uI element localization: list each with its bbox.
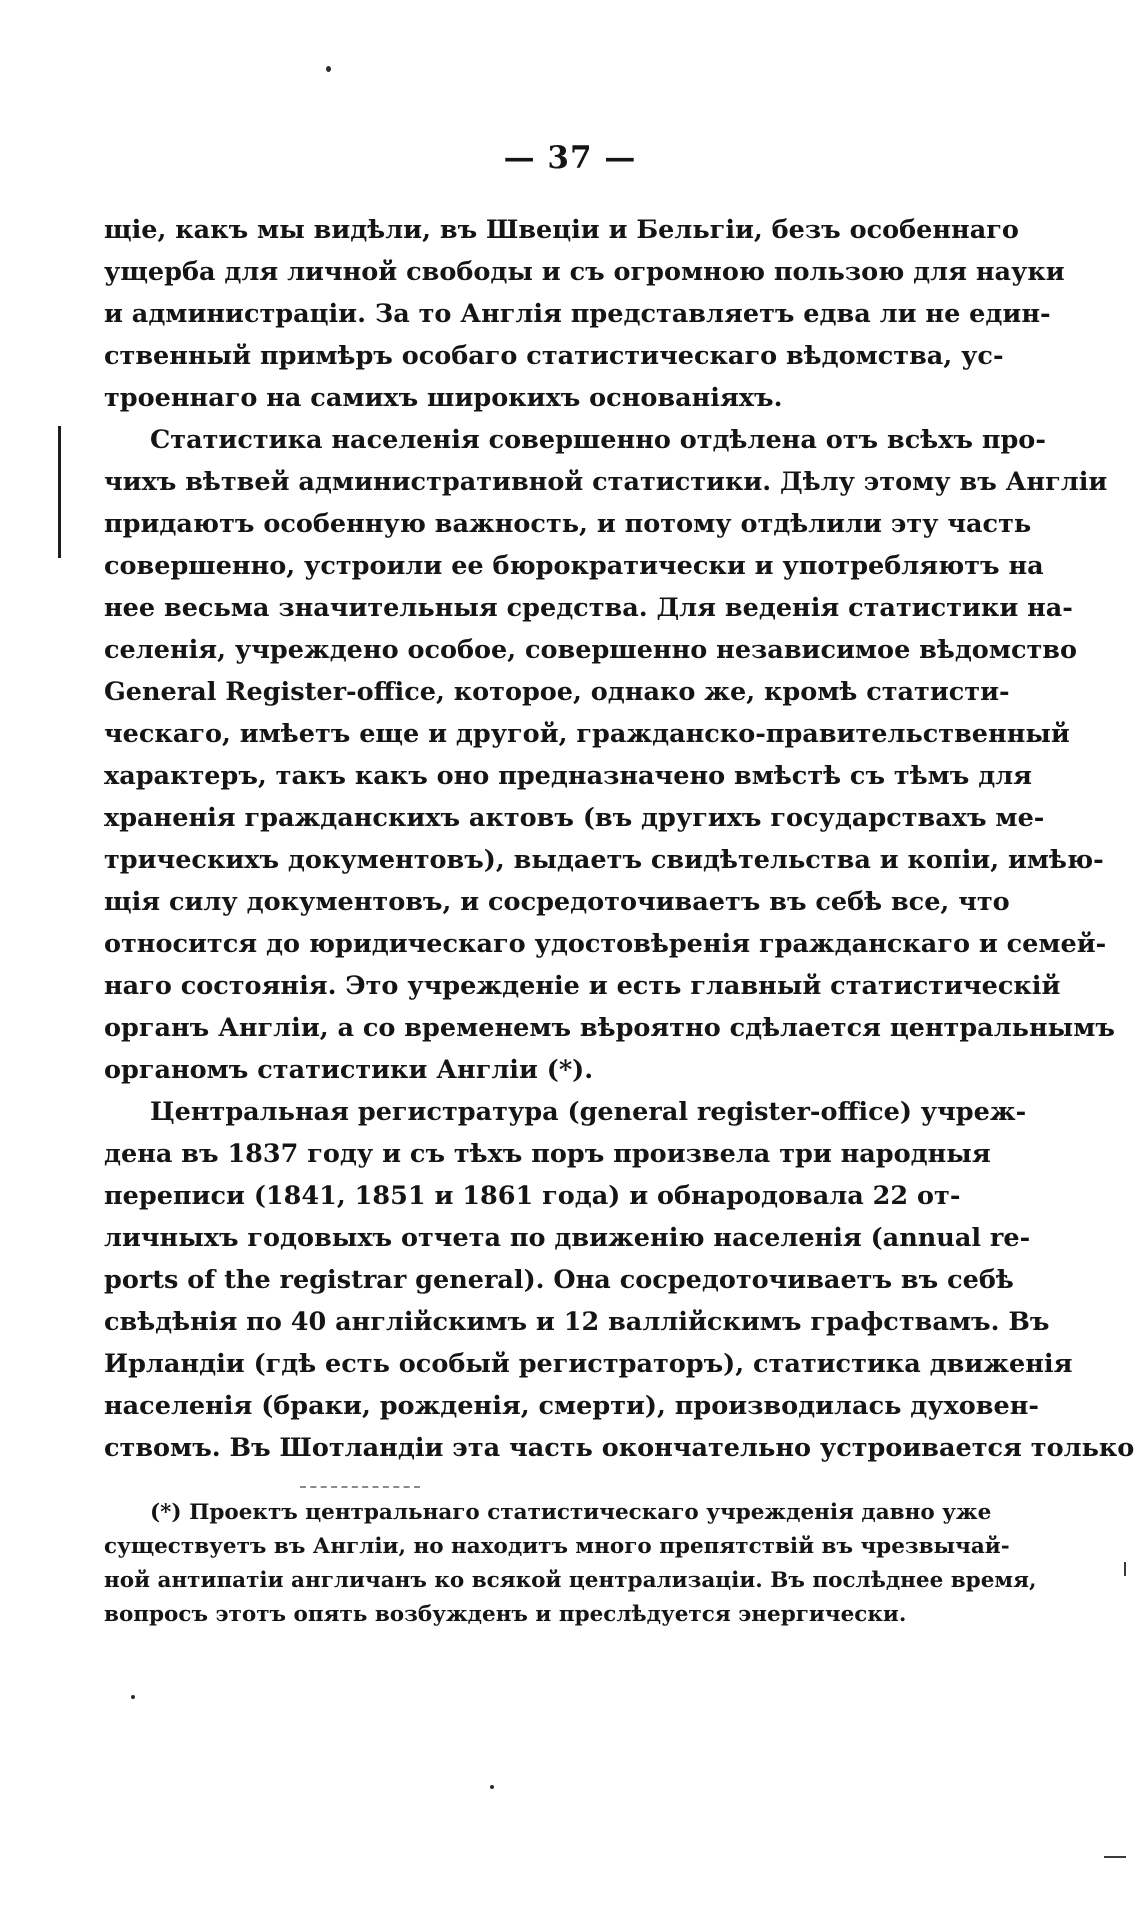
text-line: личныхъ годовыхъ отчета по движенію населенія (annual re-	[104, 1223, 1031, 1253]
footnote-line: ной антипатіи англичанъ ко всякой централизаціи. Въ послѣднее время,	[104, 1568, 1037, 1593]
footnote-line: (*) Проектъ центральнаго статистическаго учрежденія давно уже	[150, 1500, 992, 1525]
text-line: ущерба для личной свободы и съ огромною пользою для науки	[104, 257, 1065, 287]
body-text	[104, 209, 1135, 1469]
text-line: Центральная регистратура (general register-office) учреж-	[150, 1097, 1027, 1127]
edge-mark	[1104, 1856, 1126, 1858]
text-line: переписи (1841, 1851 и 1861 года) и обнародовала 22 от-	[104, 1181, 961, 1211]
text-line: General Register-office, которое, однако же, кромѣ статисти-	[104, 677, 1010, 707]
text-line: щія силу документовъ, и сосредоточиваетъ въ себѣ все, что	[104, 887, 1010, 917]
text-line: ственный примѣръ особаго статистическаго вѣдомства, ус-	[104, 341, 1004, 371]
text-line: чихъ вѣтвей административной статистики. Дѣлу этому въ Англіи	[104, 467, 1108, 497]
text-line: органомъ статистики Англіи (*).	[104, 1055, 594, 1085]
text-line: относится до юридическаго удостовѣренія гражданскаго и семей-	[104, 929, 1107, 959]
page-number: — 37 —	[503, 140, 637, 176]
footnote	[104, 1496, 1037, 1632]
text-line: ствомъ. Въ Шотландіи эта часть окончательно устроивается только	[104, 1433, 1135, 1463]
margin-mark	[58, 426, 61, 558]
ink-speck	[326, 66, 331, 72]
ink-speck	[490, 1785, 494, 1789]
text-line: придаютъ особенную важность, и потому отдѣлили эту часть	[104, 509, 1032, 539]
text-line: щіе, какъ мы видѣли, въ Швеціи и Бельгіи, безъ особеннаго	[104, 215, 1019, 245]
footnote-separator	[300, 1486, 420, 1488]
text-line: Ирландіи (гдѣ есть особый регистраторъ), статистика движенія	[104, 1349, 1073, 1379]
text-line: трическихъ документовъ), выдаетъ свидѣтельства и копіи, имѣю-	[104, 845, 1104, 875]
text-line: наго состоянія. Это учрежденіе и есть главный статистическій	[104, 971, 1061, 1001]
text-line: дена въ 1837 году и съ тѣхъ поръ произвела три народныя	[104, 1139, 991, 1169]
text-line: ческаго, имѣетъ еще и другой, гражданско-правительственный	[104, 719, 1070, 749]
text-line: Статистика населенія совершенно отдѣлена отъ всѣхъ про-	[150, 425, 1046, 455]
text-line: и администраціи. За то Англія представляетъ едва ли не един-	[104, 299, 1051, 329]
text-line: храненія гражданскихъ актовъ (въ другихъ государствахъ ме-	[104, 803, 1045, 833]
edge-mark	[1124, 1562, 1126, 1576]
text-line: совершенно, устроили ее бюрократически и употребляютъ на	[104, 551, 1044, 581]
footnote-line: существуетъ въ Англіи, но находитъ много препятствій въ чрезвычай-	[104, 1534, 1010, 1559]
text-line: нее весьма значительныя средства. Для веденія статистики на-	[104, 593, 1073, 623]
text-line: селенія, учреждено особое, совершенно независимое вѣдомство	[104, 635, 1078, 665]
text-line: органъ Англіи, а со временемъ вѣроятно сдѣлается центральнымъ	[104, 1013, 1115, 1043]
text-line: ports of the registrar general). Она сосредоточиваетъ въ себѣ	[104, 1265, 1014, 1295]
ink-speck	[131, 1695, 135, 1699]
text-line: населенія (браки, рожденія, смерти), производилась духовен-	[104, 1391, 1039, 1421]
text-line: характеръ, такъ какъ оно предназначено вмѣстѣ съ тѣмъ для	[104, 761, 1033, 791]
text-line: троеннаго на самихъ широкихъ основаніяхъ.	[104, 383, 783, 413]
text-line: свѣдѣнія по 40 англійскимъ и 12 валлійскимъ графствамъ. Въ	[104, 1307, 1050, 1337]
footnote-line: вопросъ этотъ опять возбужденъ и преслѣдуется энергически.	[104, 1602, 907, 1627]
